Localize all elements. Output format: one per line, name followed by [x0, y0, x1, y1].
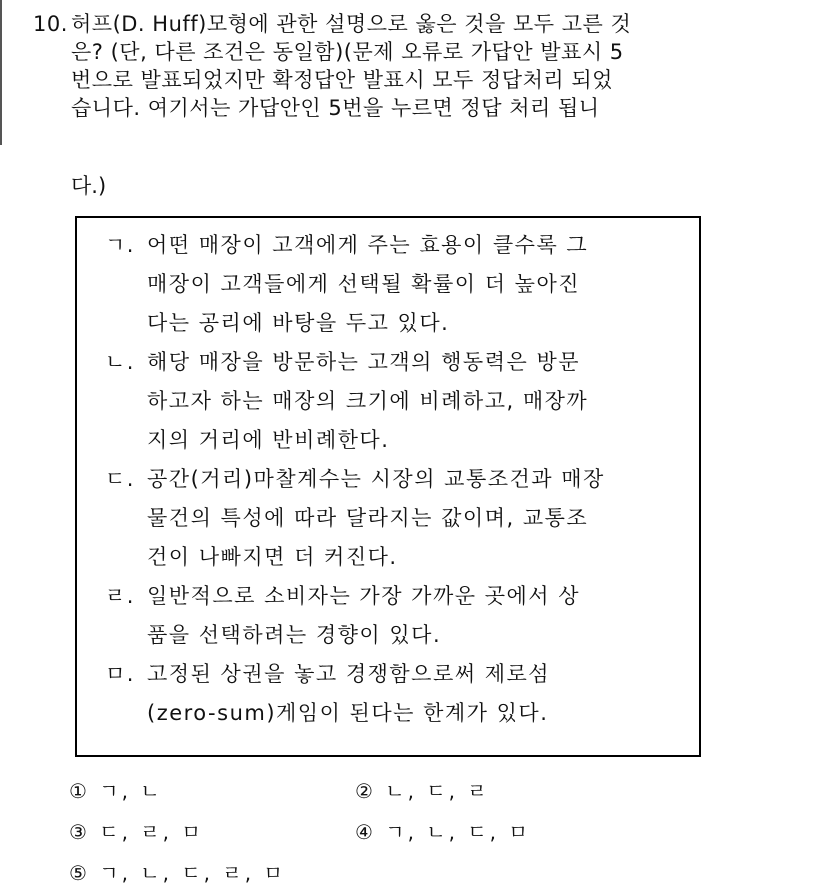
statement-line: 건이 나빠지면 더 커진다.	[147, 545, 398, 569]
question-text	[71, 10, 801, 122]
question-line: 번으로 발표되었지만 확정답안 발표시 모두 정답처리 되었	[71, 68, 613, 92]
statement-c	[105, 460, 605, 577]
choice-number: ①	[69, 779, 90, 803]
choice-2[interactable]	[355, 775, 490, 804]
question-line: 허프(D. Huff)모형에 관한 설명으로 옳은 것을 모두 고른 것	[71, 12, 632, 36]
statement-line: 물건의 특성에 따라 달라지는 값이며, 교통조	[147, 506, 589, 530]
choice-text: ㄱ, ㄴ, ㄷ, ㄹ, ㅁ	[99, 861, 286, 885]
statement-a	[105, 226, 588, 343]
choice-text: ㄱ, ㄴ, ㄷ, ㅁ	[385, 820, 531, 844]
statement-mark: ㅁ.	[105, 662, 135, 686]
statement-line: 일반적으로 소비자는 가장 가까운 곳에서 상	[147, 584, 581, 608]
statement-line: 어떤 매장이 고객에게 주는 효용이 클수록 그	[147, 233, 589, 257]
statement-b	[105, 343, 588, 460]
choice-4[interactable]	[355, 816, 531, 845]
statement-line: 고정된 상권을 놓고 경쟁함으로써 제로섬	[147, 662, 551, 686]
statement-d	[105, 577, 580, 655]
choice-3[interactable]	[69, 816, 204, 845]
statement-line: (zero-sum)게임이 된다는 한계가 있다.	[147, 701, 549, 725]
choice-text: ㄴ, ㄷ, ㄹ	[385, 779, 490, 803]
choice-number: ②	[355, 779, 376, 803]
question-line: 습니다. 여기서는 가답안인 5번을 누르면 정답 처리 됩니	[71, 96, 600, 120]
choice-5[interactable]	[69, 857, 286, 886]
question-tail: 다.)	[71, 174, 107, 198]
choice-1[interactable]	[69, 775, 163, 804]
statement-line: 다는 공리에 바탕을 두고 있다.	[147, 311, 450, 335]
choice-number: ⑤	[69, 861, 90, 885]
statement-mark: ㄴ.	[105, 350, 135, 374]
statement-mark: ㄷ.	[105, 467, 135, 491]
statement-line: 매장이 고객들에게 선택될 확률이 더 높아진	[147, 272, 581, 296]
statement-line: 품을 선택하려는 경향이 있다.	[147, 623, 442, 647]
statement-line: 공간(거리)마찰계수는 시장의 교통조건과 매장	[147, 467, 605, 491]
choice-text: ㄷ, ㄹ, ㅁ	[99, 820, 204, 844]
question-line: 은? (단, 다른 조건은 동일함)(문제 오류로 가답안 발표시 5	[71, 40, 624, 64]
statement-mark: ㄱ.	[105, 233, 135, 257]
statement-e	[105, 655, 550, 733]
question-number: 10.	[33, 12, 68, 36]
statement-line: 하고자 하는 매장의 크기에 비례하고, 매장까	[147, 389, 589, 413]
choice-text: ㄱ, ㄴ	[99, 779, 163, 803]
statement-line: 해당 매장을 방문하는 고객의 행동력은 방문	[147, 350, 581, 374]
choice-number: ③	[69, 820, 90, 844]
choice-number: ④	[355, 820, 376, 844]
statement-box	[75, 216, 701, 757]
statement-mark: ㄹ.	[105, 584, 135, 608]
statement-line: 지의 거리에 반비례한다.	[147, 428, 390, 452]
left-margin-bar	[0, 0, 2, 145]
